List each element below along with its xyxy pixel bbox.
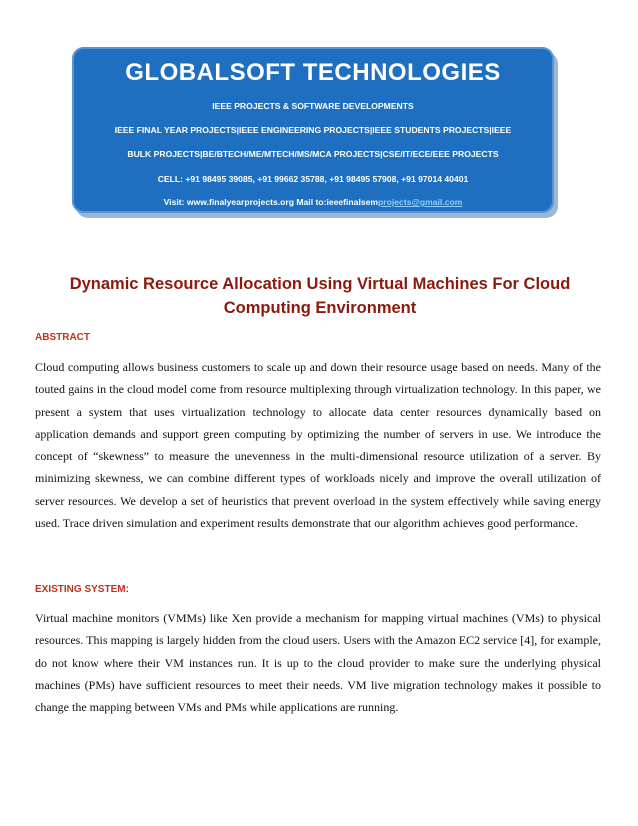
company-name: GLOBALSOFT TECHNOLOGIES [125,59,501,86]
email-link[interactable]: projects@gmail.com [378,197,463,207]
abstract-paragraph: Cloud computing allows business customers to scale up and down their resource usage based on needs. Many of the touted gains in the cloud model come from resource multiplexing through virtualization technology. In this paper, we present a system that uses virtualization technology to allocate data center resources dynamically based on application demands and support green computing by optimizing the number of servers in use. We introduce the concept of “skewness” to measure the unevenness in the multi-dimensional resource utilization of a server. By minimizing skewness, we can combine different types of workloads nicely and improve the overall utilization of server resources. We develop a set of heuristics that prevent overload in the system effectively while saving energy used. Trace driven simulation and experiment results demonstrate that our algorithm achieves good performance. [35,360,601,531]
document-title: Dynamic Resource Allocation Using Virtual Machines For Cloud Computing Environment [69,275,571,317]
banner-contact-line [72,197,554,207]
company-banner [72,47,554,213]
banner-visit-mail-text: Visit: www.finalyearprojects.org Mail to:ieeefinalsem [163,197,379,207]
banner-bulk-projects-line: BULK PROJECTS|BE/BTECH/ME/MTECH/MS/MCA PROJECTS|CSE/IT/ECE/EEE PROJECTS [127,149,499,159]
abstract-heading: ABSTRACT [35,332,90,343]
banner-tagline: IEEE PROJECTS & SOFTWARE DEVELOPMENTS [212,101,414,111]
banner-projects-line: IEEE FINAL YEAR PROJECTS|IEEE ENGINEERING PROJECTS|IEEE STUDENTS PROJECTS|IEEE [114,125,512,135]
banner-phone-line: CELL: +91 98495 39085, +91 99662 35788, +91 98495 57908, +91 97014 40401 [157,174,469,184]
existing-system-paragraph: Virtual machine monitors (VMMs) like Xen provide a mechanism for mapping virtual machines (VMs) to physical resources. This mapping is largely hidden from the cloud users. Users with the Amazon EC2 service [4], for example, do not know where their VM instances run. It is up to the cloud provider to make sure the underlying physical machines (PMs) have sufficient resources to meet their needs. VM live migration technology makes it possible to change the mapping between VMs and PMs while applications are running. [35,611,601,715]
existing-system-heading: EXISTING SYSTEM: [35,584,129,595]
